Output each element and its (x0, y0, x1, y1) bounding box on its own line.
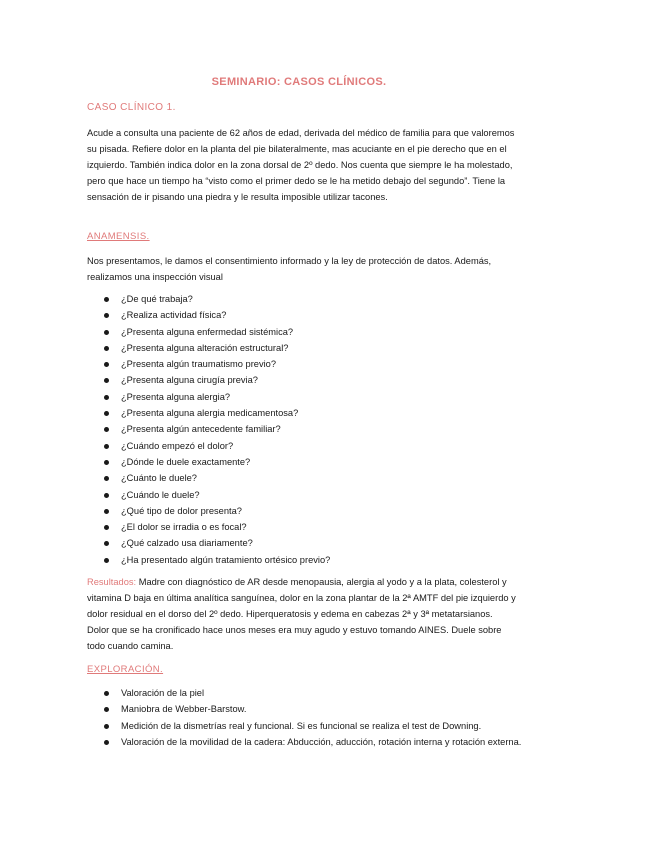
list-item: ¿Ha presentado algún tratamiento ortésico previo? (87, 552, 330, 568)
list-item: ¿Cuándo empezó el dolor? (87, 438, 330, 454)
anamnesis-heading: ANAMENSIS. (87, 231, 150, 242)
page-title: SEMINARIO: CASOS CLÍNICOS. (211, 76, 387, 88)
list-item: ¿Presenta algún antecedente familiar? (87, 421, 330, 437)
results-paragraph (87, 574, 517, 654)
results-label: Resultados: (87, 577, 137, 587)
list-item: ¿Presenta alguna enfermedad sistémica? (87, 324, 330, 340)
list-item: ¿Qué calzado usa diariamente? (87, 535, 330, 551)
results-text: Madre con diagnóstico de AR desde menopausia, alergia al yodo y a la plata, colesterol y vitamina D baja en última analítica sanguínea, dolor en la zona plantar de la 2ª AMTF del pie izquierdo y dolor residual en el dorso del 2º dedo. Hiperqueratosis y edema en cabezas 2ª y 3ª metatarsianos. Dolor que se ha cronificado hace unos meses era muy agudo y estuvo tomando AINES. Duele sobre todo cuando camina. (87, 577, 516, 651)
list-item: Medición de la dismetrías real y funcional. Si es funcional se realiza el test de Downing. (87, 718, 527, 734)
exploration-heading: EXPLORACIÓN. (87, 664, 164, 675)
list-item: ¿Cuánto le duele? (87, 470, 330, 486)
list-item: ¿El dolor se irradia o es focal? (87, 519, 330, 535)
list-item: ¿Realiza actividad física? (87, 307, 330, 323)
list-item: ¿Cuándo le duele? (87, 487, 330, 503)
list-item: ¿Dónde le duele exactamente? (87, 454, 330, 470)
list-item: ¿Presenta alguna alteración estructural? (87, 340, 330, 356)
exploration-list (87, 685, 527, 750)
list-item: ¿Presenta alguna alergia? (87, 389, 330, 405)
list-item: ¿Presenta alguna alergia medicamentosa? (87, 405, 330, 421)
anamnesis-question-list (87, 291, 330, 568)
list-item: Valoración de la piel (87, 685, 527, 701)
case-heading: CASO CLÍNICO 1. (87, 102, 176, 113)
case-description: Acude a consulta una paciente de 62 años de edad, derivada del médico de familia para que valoremos su pisada. Refiere dolor en la planta del pie bilateralmente, mas acuciante en el pie derecho que en el izquierdo. También indica dolor en la zona dorsal de 2º dedo. Nos cuenta que siempre le ha molestado, pero que hace un tiempo ha “visto como el primer dedo se le ha metido debajo del segundo”. Tiene la sensación de ir pisando una piedra y le resulta imposible utilizar tacones. (87, 128, 515, 202)
list-item: ¿Presenta algún traumatismo previo? (87, 356, 330, 372)
list-item: Maniobra de Webber-Barstow. (87, 701, 527, 717)
anamnesis-intro: Nos presentamos, le damos el consentimiento informado y la ley de protección de datos. Además, realizamos una inspección visual (87, 256, 492, 282)
list-item: Valoración de la movilidad de la cadera: Abducción, aducción, rotación interna y rotación externa. (87, 734, 527, 750)
list-item: ¿Qué tipo de dolor presenta? (87, 503, 330, 519)
list-item: ¿De qué trabaja? (87, 291, 330, 307)
list-item: ¿Presenta alguna cirugía previa? (87, 372, 330, 388)
